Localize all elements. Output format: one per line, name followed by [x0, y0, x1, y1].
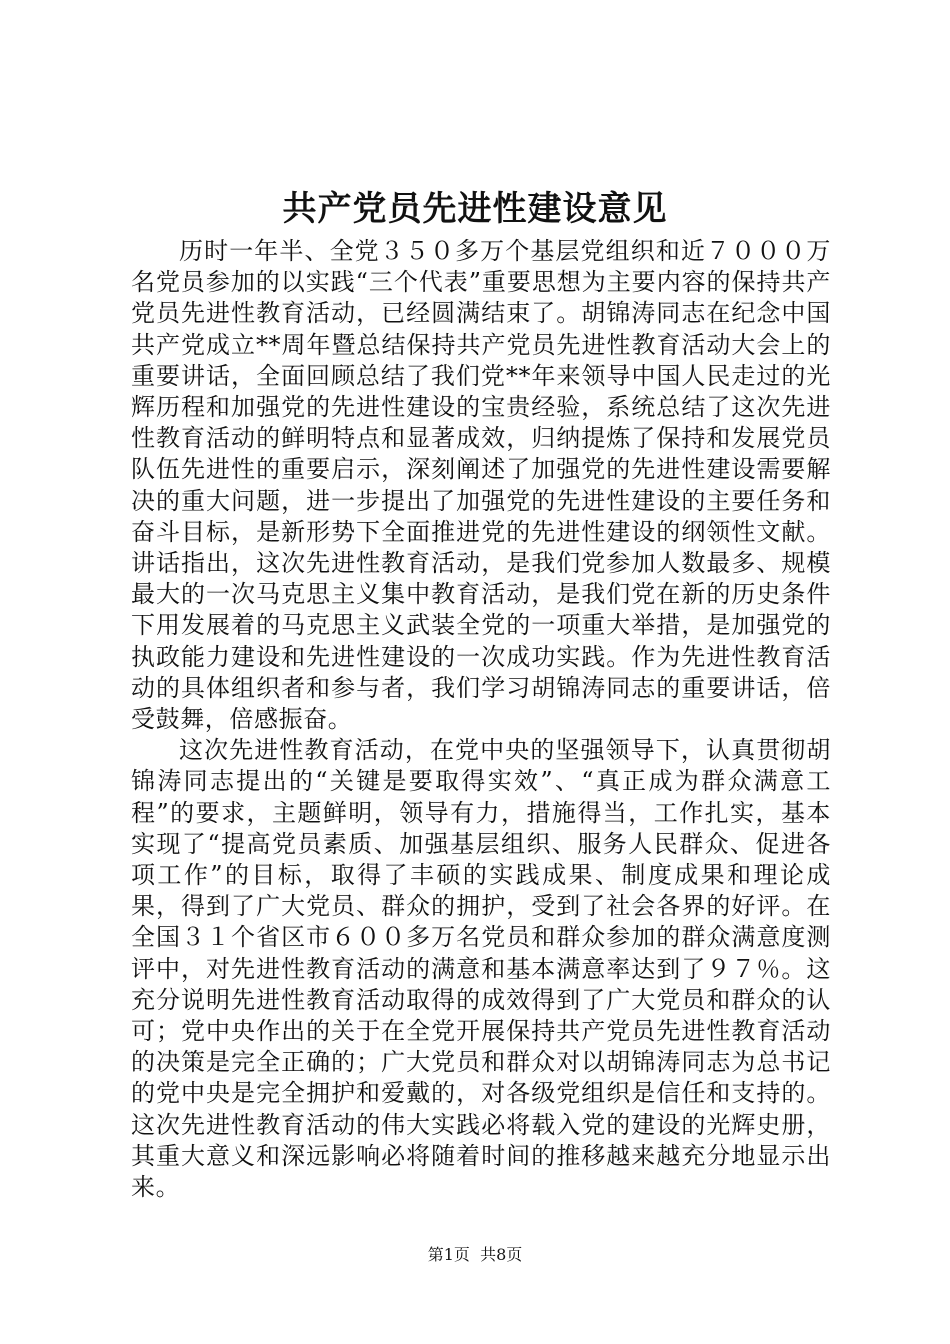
paragraph-2: 这次先进性教育活动，在党中央的坚强领导下，认真贯彻胡锦涛同志提出的“关键是要取得实效”、“真正成为群众满意工程”的要求，主题鲜明，领导有力，措施得当，工作扎实，基本实现了“提高党员素质、加强基层组织、服务人民群众、促进各项工作”的目标，取得了丰硕的实践成果、制度成果和理论成果，得到了广大党员、群众的拥护，受到了社会各界的好评。在全国３１个省区市６００多万名党员和群众参加的群众满意度测评中，对先进性教育活动的满意和基本满意率达到了９７％。这充分说明先进性教育活动取得的成效得到了广大党员和群众的认可；党中央作出的关于在全党开展保持共产党员先进性教育活动的决策是完全正确的；广大党员和群众对以胡锦涛同志为总书记的党中央是完全拥护和爱戴的，对各级党组织是信任和支持的。这次先进性教育活动的伟大实践必将载入党的建设的光辉史册，其重大意义和深远影响必将随着时间的推移越来越充分地显示出来。: [131, 736, 831, 1202]
document-body: [131, 236, 831, 1203]
paragraph-1: 历时一年半、全党３５０多万个基层党组织和近７０００万名党员参加的以实践“三个代表”重要思想为主要内容的保持共产党员先进性教育活动，已经圆满结束了。胡锦涛同志在纪念中国共产党成立**周年暨总结保持共产党员先进性教育活动大会上的重要讲话，全面回顾总结了我们党**年来领导中国人民走过的光辉历程和加强党的先进性建设的宝贵经验，系统总结了这次先进性教育活动的鲜明特点和显著成效，归纳提炼了保持和发展党员队伍先进性的重要启示，深刻阐述了加强党的先进性建设需要解决的重大问题，进一步提出了加强党的先进性建设的主要任务和奋斗目标，是新形势下全面推进党的先进性建设的纲领性文献。讲话指出，这次先进性教育活动，是我们党参加人数最多、规模最大的一次马克思主义集中教育活动，是我们党在新的历史条件下用发展着的马克思主义武装全党的一项重大举措，是加强党的执政能力建设和先进性建设的一次成功实践。作为先进性教育活动的具体组织者和参与者，我们学习胡锦涛同志的重要讲话，倍受鼓舞，倍感振奋。: [131, 237, 831, 734]
document-title: 共产党员先进性建设意见: [282, 189, 668, 229]
page-number-label: 第1页 共8页: [427, 1245, 523, 1264]
page-footer: [0, 1244, 950, 1266]
